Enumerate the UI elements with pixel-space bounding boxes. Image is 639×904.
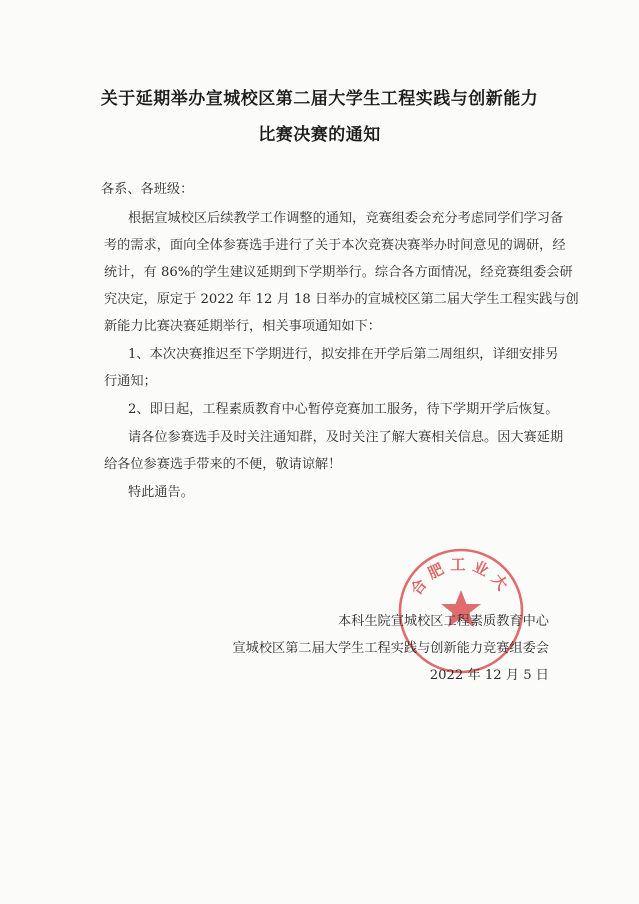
paragraph-line: 根据宣城校区后续教学工作调整的通知，竞赛组委会充分考虑同学们学习备 (128, 211, 564, 226)
greeting: 各系、各班级： (101, 182, 194, 197)
paragraph-line: 究决定，原定于 2022 年 12 月 18 日举办的宣城校区第二届大学生工程实践与创 (104, 292, 579, 307)
signature-org-2: 宣城校区第二届大学生工程实践与创新能力竞赛组委会 (232, 641, 549, 656)
list-item-line: 行通知； (104, 374, 157, 389)
paragraph-line: 统计，有 86%的学生建议延期到下学期举行。综合各方面情况，经竞赛组委会研 (104, 265, 573, 280)
list-item-line: 2、即日起，工程素质教育中心暂停竞赛加工服务，待下学期开学后恢复。 (128, 402, 559, 417)
signature-date: 2022 年 12 月 5 日 (429, 668, 549, 683)
paragraph-line: 请各位参赛选手及时关注通知群，及时关注了解大赛相关信息。因大赛延期 (128, 430, 564, 445)
paragraph-line: 给各位参赛选手带来的不便，敬请谅解！ (104, 457, 342, 472)
document-title-line-1: 关于延期举办宣城校区第二届大学生工程实践与创新能力 (100, 89, 539, 109)
list-item-line: 1、本次决赛推迟至下学期进行，拟安排在开学后第二周组织，详细安排另 (128, 347, 559, 362)
document-title-line-2: 比赛决赛的通知 (258, 125, 381, 145)
seal-text: 合肥工业大 (407, 555, 515, 599)
paragraph-line: 新能力比赛决赛延期举行，相关事项通知如下： (104, 319, 381, 334)
signature-org-1: 本科生院宣城校区工程素质教育中心 (338, 614, 549, 629)
paragraph-line: 考的需求，面向全体参赛选手进行了关于本次竞赛决赛举办时间意见的调研，经 (104, 238, 566, 253)
closing-line: 特此通告。 (128, 485, 194, 500)
